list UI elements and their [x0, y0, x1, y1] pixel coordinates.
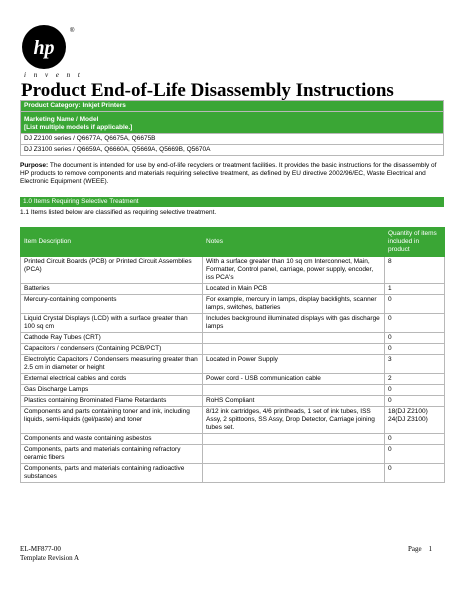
item-quantity-cell: 0	[385, 314, 445, 333]
table-header-row	[21, 228, 445, 257]
item-notes-cell: For example, mercury in lamps, display backlights, scanner lamps, switches, batteries	[203, 295, 385, 314]
product-category: Product Category: Inkjet Printers	[21, 101, 444, 112]
section-note: 1.1 Items listed below are classified as requiring selective treatment.	[20, 209, 217, 216]
table-row	[21, 355, 445, 374]
item-notes-cell	[203, 445, 385, 464]
table-row	[21, 257, 445, 284]
product-info-table	[20, 100, 444, 156]
table-row	[21, 434, 445, 445]
page-indicator	[408, 545, 432, 553]
table-row	[21, 374, 445, 385]
item-quantity-cell: 0	[385, 295, 445, 314]
item-notes-cell	[203, 434, 385, 445]
item-notes-cell	[203, 344, 385, 355]
item-quantity-cell: 0	[385, 333, 445, 344]
item-description-cell: Components, parts and materials containing refractory ceramic fibers	[21, 445, 203, 464]
item-quantity-cell: 1	[385, 284, 445, 295]
page-label: Page	[408, 545, 422, 553]
item-notes-cell	[203, 464, 385, 483]
item-description-cell: Batteries	[21, 284, 203, 295]
item-notes-cell: Includes background illuminated displays with gas discharge lamps	[203, 314, 385, 333]
marketing-name-header	[21, 112, 444, 134]
item-description-cell: Components and waste containing asbestos	[21, 434, 203, 445]
table-row	[21, 314, 445, 333]
item-notes-cell	[203, 385, 385, 396]
page-title: Product End-of-Life Disassembly Instructions	[21, 80, 394, 101]
page-number: 1	[428, 545, 433, 553]
item-notes-cell: Power cord - USB communication cable	[203, 374, 385, 385]
column-header: Quantity of items included in product	[385, 228, 445, 257]
item-description-cell: Liquid Crystal Displays (LCD) with a surface greater than 100 sq cm	[21, 314, 203, 333]
item-description-cell: Printed Circuit Boards (PCB) or Printed Circuit Assemblies (PCA)	[21, 257, 203, 284]
column-header: Notes	[203, 228, 385, 257]
selective-treatment-table	[20, 227, 445, 483]
item-description-cell: Cathode Ray Tubes (CRT)	[21, 333, 203, 344]
model-row: DJ Z2100 series / Q6677A, Q6675A, Q6675B	[21, 134, 444, 145]
item-notes-cell: With a surface greater than 10 sq cm Interconnect, Main, Formatter, Control panel, carriage, power supply, encoder, iss PCA's	[203, 257, 385, 284]
hp-logo	[21, 24, 67, 70]
table-row	[21, 344, 445, 355]
item-quantity-cell: 0	[385, 464, 445, 483]
table-row	[21, 396, 445, 407]
item-notes-cell: 8/12 ink cartridges, 4/6 printheads, 1 set of ink tubes, ISS Assy, 2 spittoons, SS Assy, Drop Detector, Carriage joining tubes set.	[203, 407, 385, 434]
item-description-cell: Plastics containing Brominated Flame Retardants	[21, 396, 203, 407]
doc-id: EL-MF877-00	[20, 545, 61, 553]
item-notes-cell: Located in Main PCB	[203, 284, 385, 295]
purpose-paragraph	[20, 162, 444, 186]
template-revision: Template Revision A	[20, 554, 80, 562]
item-quantity-cell: 2	[385, 374, 445, 385]
column-header: Item Description	[21, 228, 203, 257]
item-notes-cell	[203, 333, 385, 344]
table-row	[21, 333, 445, 344]
item-quantity-cell: 3	[385, 355, 445, 374]
logo-tagline: i n v e n t	[24, 71, 83, 79]
item-description-cell: Electrolytic Capacitors / Condensers measuring greater than 2.5 cm in diameter or height	[21, 355, 203, 374]
item-description-cell: Gas Discharge Lamps	[21, 385, 203, 396]
registered-mark: ®	[70, 28, 75, 34]
item-notes-cell: RoHS Compliant	[203, 396, 385, 407]
marketing-label: Marketing Name / Model	[24, 116, 99, 123]
item-notes-cell: Located in Power Supply	[203, 355, 385, 374]
section-heading: 1.0 Items Requiring Selective Treatment	[20, 197, 444, 207]
item-description-cell: Components, parts and materials containing radioactive substances	[21, 464, 203, 483]
table-row	[21, 445, 445, 464]
item-description-cell: Components and parts containing toner and ink, including liquids, semi-liquids (gel/paste) and toner	[21, 407, 203, 434]
item-quantity-cell: 0	[385, 396, 445, 407]
purpose-label: Purpose:	[20, 162, 49, 169]
item-quantity-cell: 0	[385, 445, 445, 464]
table-row	[21, 464, 445, 483]
table-row	[21, 385, 445, 396]
hp-logo-text: hp	[33, 37, 55, 59]
table-row	[21, 407, 445, 434]
item-description-cell: Capacitors / condensers (Containing PCB/PCT)	[21, 344, 203, 355]
model-row: DJ Z3100 series / Q6659A, Q6660A, Q5669A, Q5669B, Q5670A	[21, 145, 444, 156]
item-description-cell: External electrical cables and cords	[21, 374, 203, 385]
item-description-cell: Mercury-containing components	[21, 295, 203, 314]
table-row	[21, 295, 445, 314]
item-quantity-cell: 0	[385, 344, 445, 355]
footer-left	[20, 545, 79, 563]
table-row	[21, 284, 445, 295]
purpose-text: The document is intended for use by end-of-life recyclers or treatment facilities. It provides the basic instructions for the disassembly of HP products to remove components and materials requiring selective treatment, as defined by EU directive 2002/96/EC, Waste Electrical and Electronic Equipment (WEEE).	[20, 162, 437, 185]
item-quantity-cell: 18(DJ Z2100) 24(DJ Z3100)	[385, 407, 445, 434]
item-quantity-cell: 0	[385, 385, 445, 396]
marketing-note: [List multiple models if applicable.]	[24, 124, 133, 131]
item-quantity-cell: 0	[385, 434, 445, 445]
item-quantity-cell: 8	[385, 257, 445, 284]
